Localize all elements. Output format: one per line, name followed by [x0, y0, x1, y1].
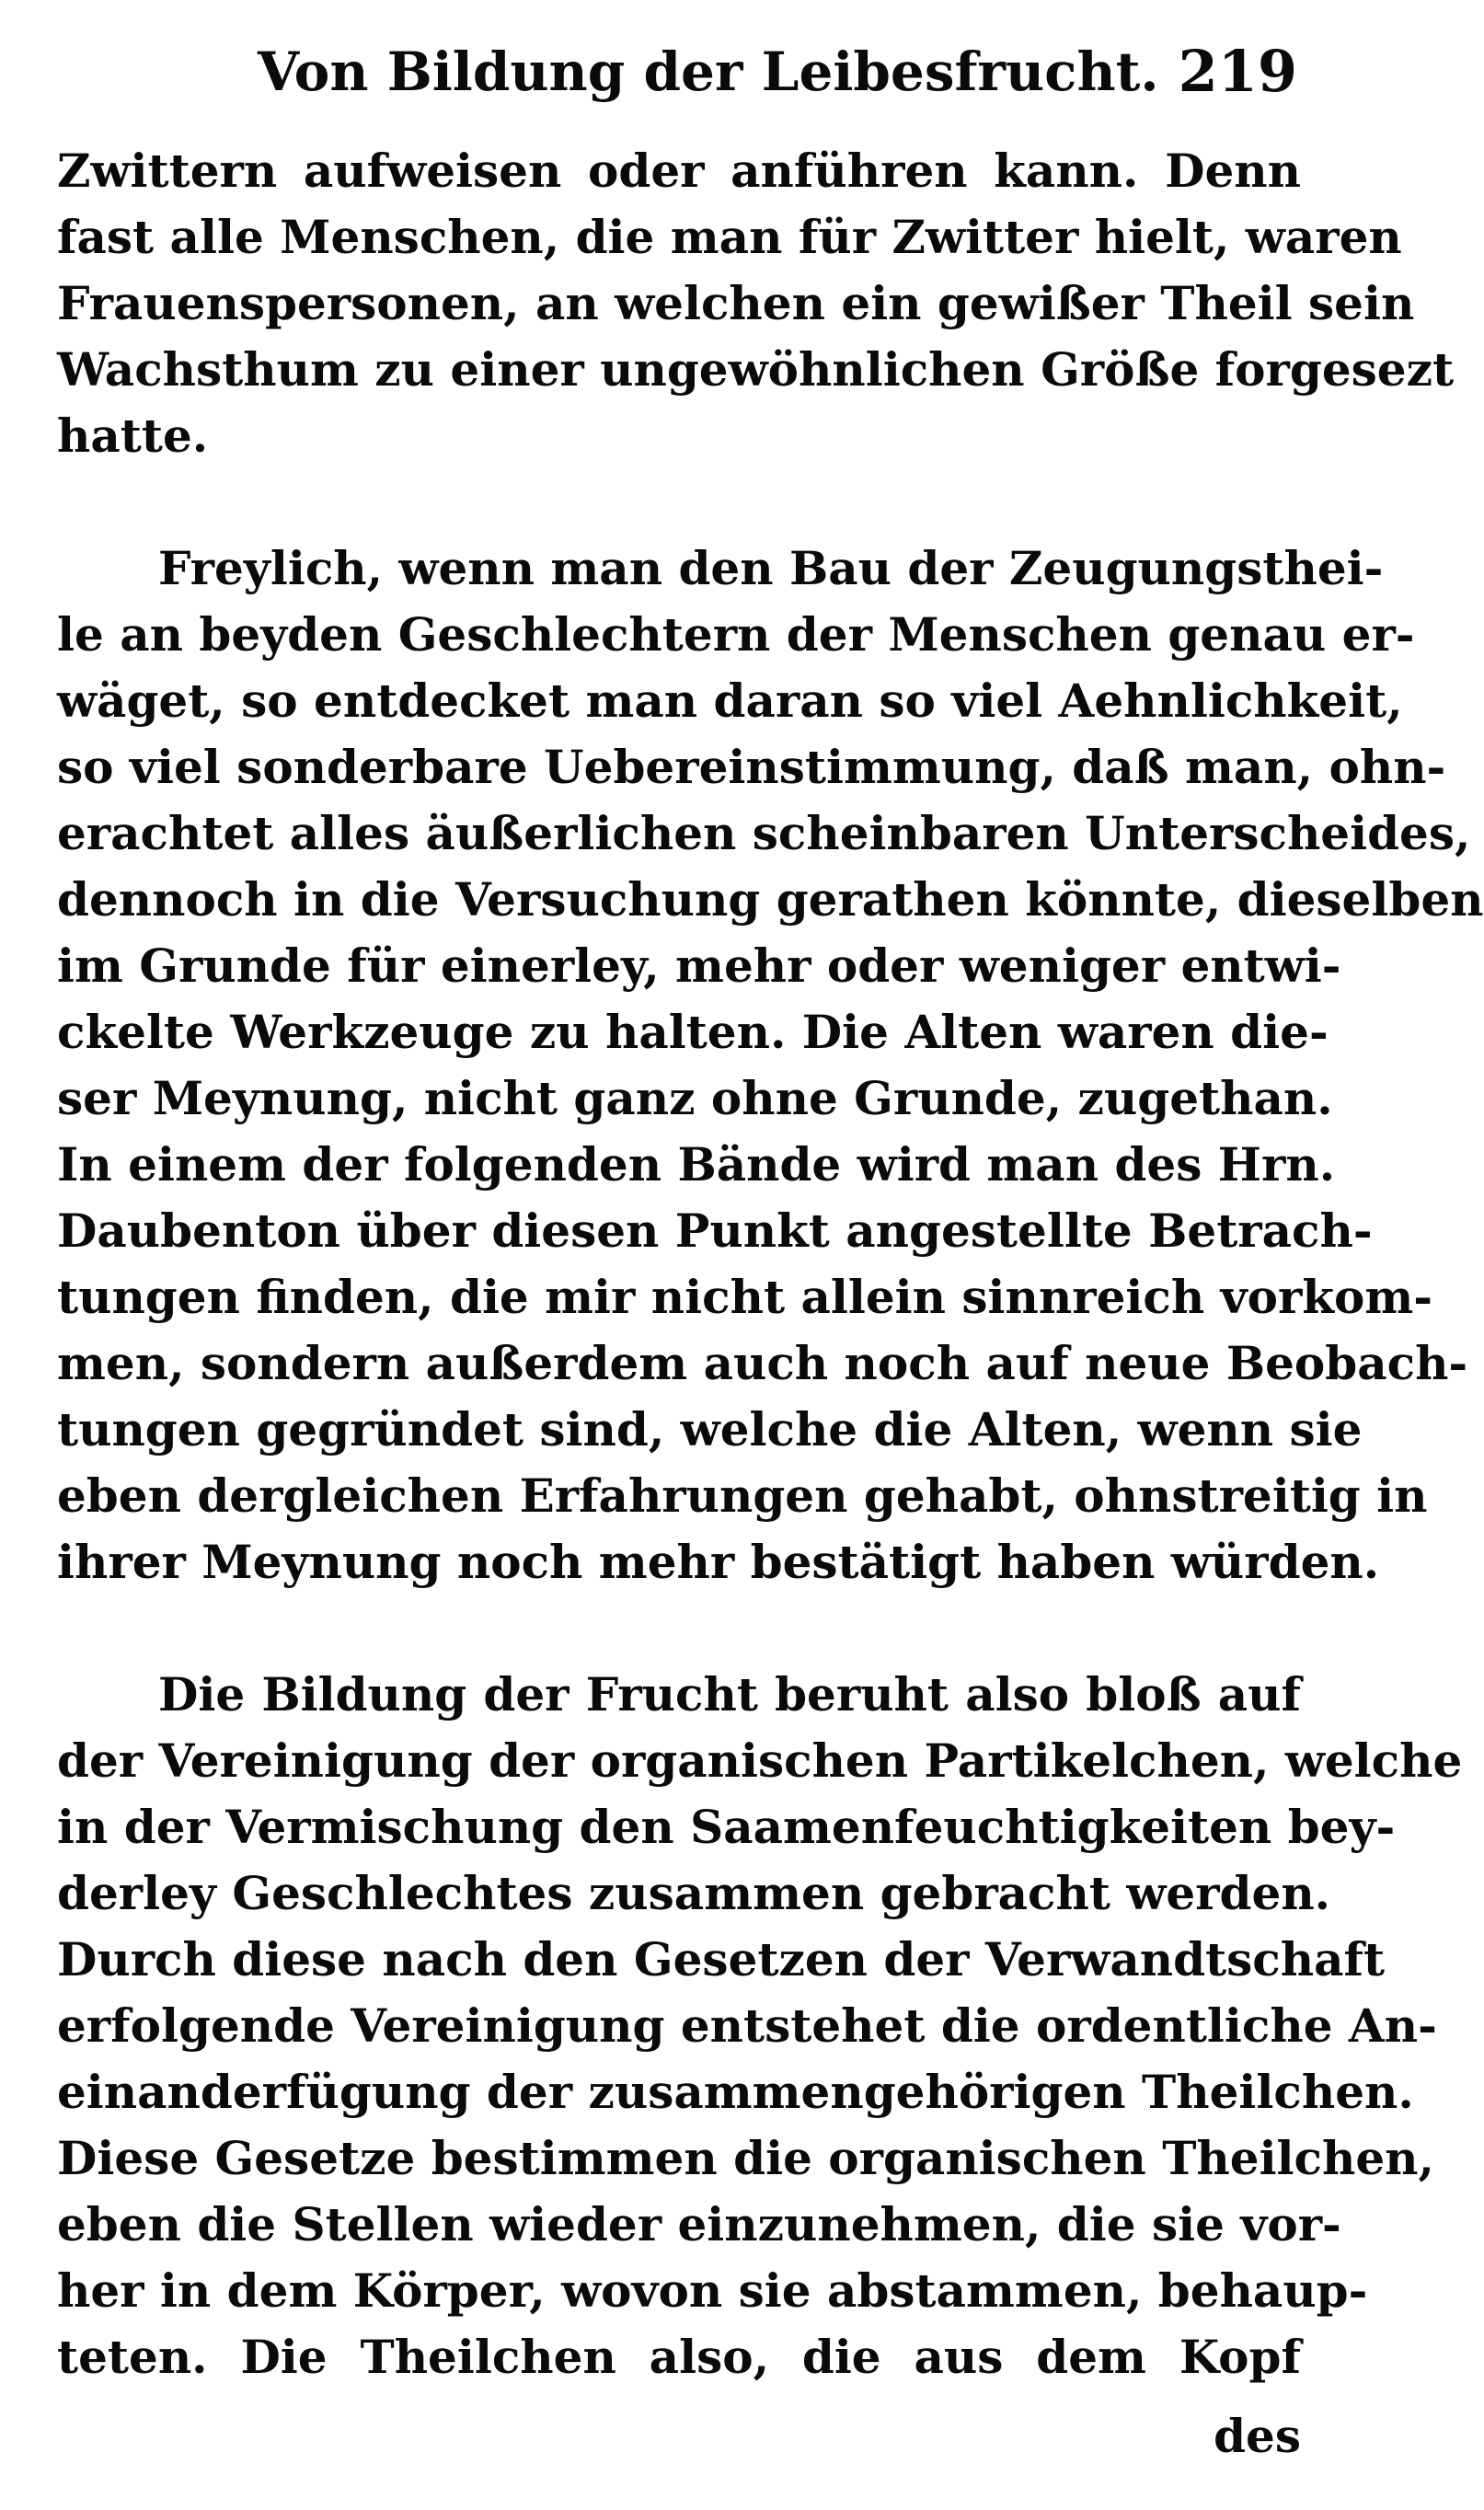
text-line: hatte.: [57, 409, 209, 463]
text-line: ckelte Werkzeuge zu halten. Die Alten waren die-: [57, 1005, 1329, 1059]
body-text: [57, 138, 1484, 2390]
text-line: Diese Gesetze bestimmen die organischen Theilchen,: [57, 2131, 1434, 2185]
text-line: einanderfügung der zusammengehörigen Theilchen.: [57, 2065, 1414, 2119]
text-line: ser Meynung, nicht ganz ohne Grunde, zugethan.: [57, 1071, 1333, 1125]
paragraph-1: [57, 138, 1455, 469]
text-line: wäget, so entdecket man daran so viel Aehnlichkeit,: [57, 674, 1403, 728]
text-line: Die Bildung der Frucht beruht also bloß auf: [158, 1667, 1301, 1721]
text-line: Daubenton über diesen Punkt angestellte Betrach-: [57, 1203, 1373, 1258]
text-line: eben die Stellen wieder einzunehmen, die sie vor-: [57, 2197, 1341, 2251]
page-number: 219: [1178, 38, 1297, 105]
paragraph-2: [57, 535, 1484, 1595]
text-line: im Grunde für einerley, mehr oder weniger entwi-: [57, 938, 1341, 993]
text-line: her in dem Körper, wovon sie abstammen, behaup-: [57, 2263, 1368, 2318]
paragraph-3: [57, 1662, 1463, 2390]
text-line: Zwittern aufweisen oder anführen kann. Denn: [57, 144, 1301, 198]
text-line: tungen finden, die mir nicht allein sinnreich vorkom-: [57, 1270, 1432, 1324]
paragraph-gap: [57, 469, 1301, 535]
page-header: [55, 26, 1297, 118]
text-line: teten. Die Theilchen also, die aus dem Kopf: [57, 2330, 1301, 2384]
text-line: In einem der folgenden Bände wird man des Hrn.: [57, 1137, 1336, 1192]
catchword: des: [1214, 2409, 1301, 2463]
text-line: ihrer Meynung noch mehr bestätigt haben würden.: [57, 1535, 1380, 1589]
text-line: in der Vermischung den Saamenfeuchtigkeiten bey-: [57, 1800, 1396, 1854]
running-title: Von Bildung der Leibesfrucht.: [258, 40, 1159, 103]
text-line: der Vereinigung der organischen Partikelchen, welche: [57, 1733, 1463, 1788]
text-line: Freylich, wenn man den Bau der Zeugungsthei-: [158, 541, 1384, 595]
text-line: Frauenspersonen, an welchen ein gewißer Theil sein: [57, 276, 1415, 330]
text-line: men, sondern außerdem auch noch auf neue Beobach-: [57, 1336, 1468, 1390]
text-line: fast alle Menschen, die man für Zwitter hielt, waren: [57, 210, 1402, 264]
text-line: le an beyden Geschlechtern der Menschen genau er-: [57, 607, 1415, 662]
text-line: Durch diese nach den Gesetzen der Verwandtschaft: [57, 1932, 1386, 1986]
text-line: derley Geschlechtes zusammen gebracht werden.: [57, 1866, 1331, 1920]
text-line: Wachsthum zu einer ungewöhnlichen Größe forgesezt: [57, 342, 1455, 397]
text-line: erfolgende Vereinigung entstehet die ordentliche An-: [57, 1998, 1437, 2053]
text-line: so viel sonderbare Uebereinstimmung, daß man, ohn-: [57, 740, 1446, 794]
text-line: eben dergleichen Erfahrungen gehabt, ohnstreitig in: [57, 1468, 1428, 1523]
text-line: erachtet alles äußerlichen scheinbaren Unterscheides,: [57, 806, 1471, 860]
paragraph-gap: [57, 1595, 1301, 1662]
text-line: dennoch in die Versuchung gerathen könnte, dieselben: [57, 872, 1484, 927]
text-line: tungen gegründet sind, welche die Alten, wenn sie: [57, 1402, 1363, 1456]
